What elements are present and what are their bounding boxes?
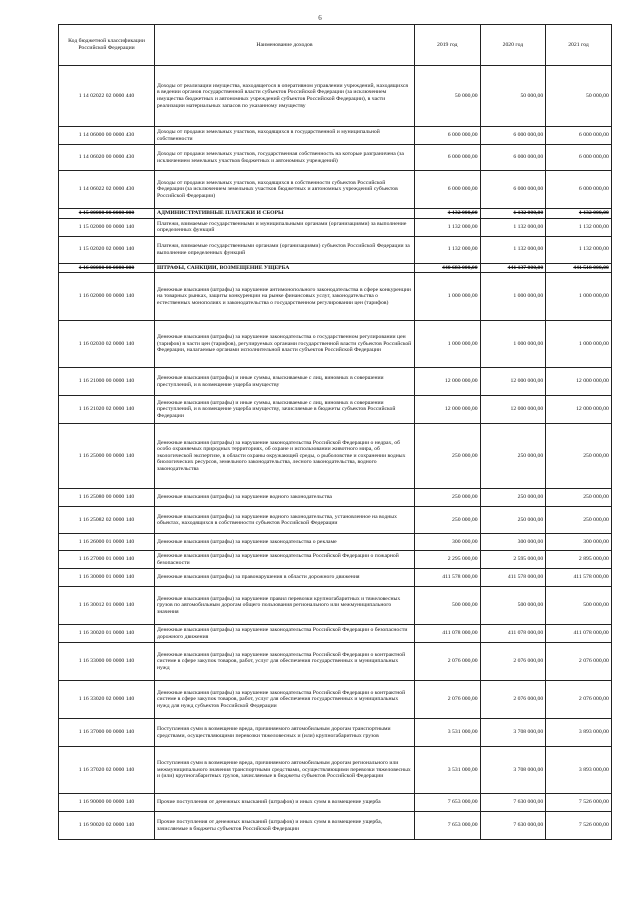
name-cell: Денежные взыскания (штрафы) за нарушение законодательства о государственном регулировании цен (тарифов) в части цен (тарифов), регулируемых органами государственной власти субъектов Российской Федерации, налагаемые органами исполнительной власти субъектов Российской Федерации: [155, 321, 415, 368]
name-cell: Денежные взыскания (штрафы) за нарушение законодательства Российской Федерации о пожарной безопасности: [155, 551, 415, 569]
code-cell: 1 16 21020 02 0000 140: [59, 396, 155, 424]
value-2020-cell: 2 076 000,00: [480, 643, 546, 681]
value-2020-cell: 1 132 000,00: [480, 236, 546, 263]
value-2020-cell: 6 000 000,00: [480, 171, 546, 209]
table-row: [59, 66, 612, 127]
name-cell: Прочие поступления от денежных взысканий (штрафов) и иных сумм в возмещение ущерба, зачисляемые в бюджеты субъектов Российской Федерации: [155, 812, 415, 840]
name-cell: Доходы от продажи земельных участков, находящихся в собственности субъектов Российской Федерации (за исключением земельных участков бюджетных и автономных учреждений субъектов Российской Федерации): [155, 171, 415, 209]
value-2020-cell: 500 000,00: [480, 587, 546, 625]
table-row: [59, 396, 612, 424]
value-2020-cell: 441 137 000,00: [480, 263, 546, 273]
value-2019-cell: 1 132 000,00: [415, 218, 481, 236]
budget-revenue-table: [58, 24, 612, 840]
value-2021-cell: 441 518 000,00: [546, 263, 612, 273]
name-cell: Поступления сумм в возмещение вреда, причиняемого автомобильным дорогам регионального или межмуниципального значения транспортными средствами, осуществляющими перевозки тяжеловесных и (или) крупногабаритных грузов, зачисляемые в бюджеты субъектов Российской Федерации: [155, 747, 415, 794]
value-2019-cell: 411 078 000,00: [415, 625, 481, 643]
value-2020-cell: 411 578 000,00: [480, 569, 546, 587]
code-cell: 1 15 00000 00 0000 000: [59, 209, 155, 219]
value-2020-cell: 1 000 000,00: [480, 273, 546, 321]
table-row: [59, 812, 612, 840]
value-2020-cell: 1 132 000,00: [480, 218, 546, 236]
value-2019-cell: 1 132 000,00: [415, 209, 481, 219]
table-row: [59, 747, 612, 794]
value-2021-cell: 7 526 000,00: [546, 794, 612, 812]
value-2019-cell: 3 531 000,00: [415, 719, 481, 747]
code-cell: 1 14 06000 00 0000 430: [59, 127, 155, 145]
code-cell: 1 15 02020 02 0000 140: [59, 236, 155, 263]
table-row: [59, 273, 612, 321]
value-2019-cell: 2 076 000,00: [415, 643, 481, 681]
name-cell: АДМИНИСТРАТИВНЫЕ ПЛАТЕЖИ И СБОРЫ: [155, 209, 415, 219]
value-2019-cell: 250 000,00: [415, 489, 481, 507]
value-2020-cell: 7 630 000,00: [480, 812, 546, 840]
value-2020-cell: 1 132 000,00: [480, 209, 546, 219]
value-2019-cell: 12 000 000,00: [415, 368, 481, 396]
value-2021-cell: 250 000,00: [546, 507, 612, 534]
code-cell: 1 14 06022 02 0000 430: [59, 171, 155, 209]
table-row: [59, 681, 612, 719]
value-2020-cell: 3 708 000,00: [480, 747, 546, 794]
value-2019-cell: 50 000,00: [415, 66, 481, 127]
value-2019-cell: 6 000 000,00: [415, 171, 481, 209]
value-2019-cell: 2 295 000,00: [415, 551, 481, 569]
code-cell: 1 14 06020 00 0000 430: [59, 145, 155, 171]
value-2020-cell: 12 000 000,00: [480, 368, 546, 396]
value-2020-cell: 7 630 000,00: [480, 794, 546, 812]
table-row: [59, 321, 612, 368]
name-cell: Платежи, взимаемые государственными органами (организациями) субъектов Российской Федерации за выполнение определенных функций: [155, 236, 415, 263]
code-cell: 1 16 30000 01 0000 140: [59, 569, 155, 587]
value-2021-cell: 250 000,00: [546, 424, 612, 489]
table-row: [59, 489, 612, 507]
table-row: [59, 794, 612, 812]
name-cell: Денежные взыскания (штрафы) за нарушение антимонопольного законодательства в сфере конкуренции на товарных рынках, защиты конкуренции на рынке финансовых услуг, законодательства о естественных монополиях и законодательства о государственном регулировании цен (тарифов): [155, 273, 415, 321]
code-cell: 1 16 37000 00 0000 140: [59, 719, 155, 747]
table-row: [59, 719, 612, 747]
table-row: [59, 218, 612, 236]
code-cell: 1 16 33020 02 0000 140: [59, 681, 155, 719]
value-2021-cell: 7 526 000,00: [546, 812, 612, 840]
value-2020-cell: 2 076 000,00: [480, 681, 546, 719]
value-2021-cell: 1 000 000,00: [546, 273, 612, 321]
value-2019-cell: 7 653 000,00: [415, 812, 481, 840]
value-2021-cell: 3 893 000,00: [546, 747, 612, 794]
header-2019: 2019 год: [415, 25, 481, 66]
table-row: [59, 171, 612, 209]
value-2019-cell: 500 000,00: [415, 587, 481, 625]
table-row: [59, 569, 612, 587]
code-cell: 1 16 02030 02 0000 140: [59, 321, 155, 368]
name-cell: ШТРАФЫ, САНКЦИИ, ВОЗМЕЩЕНИЕ УЩЕРБА: [155, 263, 415, 273]
code-cell: 1 14 02022 02 0000 440: [59, 66, 155, 127]
value-2021-cell: 2 076 000,00: [546, 643, 612, 681]
code-cell: 1 16 37020 02 0000 140: [59, 747, 155, 794]
value-2019-cell: 7 653 000,00: [415, 794, 481, 812]
name-cell: Доходы от продажи земельных участков, государственная собственность на которые разграничена (за исключением земельных участков бюджетных и автономных учреждений): [155, 145, 415, 171]
table-row: [59, 263, 612, 273]
table-row: [59, 507, 612, 534]
code-cell: 1 15 02000 00 0000 140: [59, 218, 155, 236]
value-2019-cell: 1 000 000,00: [415, 273, 481, 321]
page-number: 6: [318, 14, 322, 22]
table-header-row: [59, 25, 612, 66]
value-2021-cell: 500 000,00: [546, 587, 612, 625]
code-cell: 1 16 25080 00 0000 140: [59, 489, 155, 507]
table-row: [59, 424, 612, 489]
value-2020-cell: 411 078 000,00: [480, 625, 546, 643]
name-cell: Денежные взыскания (штрафы) за нарушение законодательства Российской Федерации о контрактной системе в сфере закупок товаров, работ, услуг для обеспечения государственных и муниципальных нужд для нужд субъектов Российской Федерации: [155, 681, 415, 719]
value-2021-cell: 250 000,00: [546, 489, 612, 507]
table-row: [59, 643, 612, 681]
value-2021-cell: 2 076 000,00: [546, 681, 612, 719]
header-2020: 2020 год: [480, 25, 546, 66]
code-cell: 1 16 33000 00 0000 140: [59, 643, 155, 681]
code-cell: 1 16 26000 01 0000 140: [59, 534, 155, 551]
name-cell: Платежи, взимаемые государственными и муниципальными органами (организациями) за выполнение определенных функций: [155, 218, 415, 236]
value-2021-cell: 2 895 000,00: [546, 551, 612, 569]
name-cell: Денежные взыскания (штрафы) за нарушение правил перевозки крупногабаритных и тяжеловесных грузов по автомобильным дорогам общего пользования регионального или межмуниципального значения: [155, 587, 415, 625]
value-2021-cell: 1 132 000,00: [546, 218, 612, 236]
value-2021-cell: 411 578 000,00: [546, 569, 612, 587]
name-cell: Прочие поступления от денежных взысканий (штрафов) и иных сумм в возмещение ущерба: [155, 794, 415, 812]
name-cell: Доходы от продажи земельных участков, находящихся в государственной и муниципальной собственности: [155, 127, 415, 145]
table-row: [59, 145, 612, 171]
table-row: [59, 236, 612, 263]
value-2021-cell: 1 132 000,00: [546, 236, 612, 263]
header-name: Наименование доходов: [155, 25, 415, 66]
value-2020-cell: 50 000,00: [480, 66, 546, 127]
name-cell: Доходы от реализации имущества, находящегося в оперативном управлении учреждений, находящихся в ведении органов государственной власти субъектов Российской Федерации (за исключением имущества бюджетных и автономных учреждений субъектов Российской Федерации), в части реализации материальных запасов по указанному имуществу: [155, 66, 415, 127]
value-2020-cell: 300 000,00: [480, 534, 546, 551]
name-cell: Поступления сумм в возмещение вреда, причиняемого автомобильным дорогам транспортными средствами, осуществляющими перевозки тяжеловесных и (или) крупногабаритных грузов: [155, 719, 415, 747]
name-cell: Денежные взыскания (штрафы) за нарушение законодательства Российской Федерации о безопасности дорожного движения: [155, 625, 415, 643]
value-2019-cell: 6 000 000,00: [415, 145, 481, 171]
code-cell: 1 16 30012 01 0000 140: [59, 587, 155, 625]
value-2019-cell: 2 076 000,00: [415, 681, 481, 719]
code-cell: 1 16 25000 00 0000 140: [59, 424, 155, 489]
value-2020-cell: 6 000 000,00: [480, 145, 546, 171]
value-2019-cell: 411 578 000,00: [415, 569, 481, 587]
table-row: [59, 209, 612, 219]
table-row: [59, 534, 612, 551]
name-cell: Денежные взыскания (штрафы) и иные суммы, взыскиваемые с лиц, виновных в совершении преступлений, и в возмещение ущерба имуществу: [155, 368, 415, 396]
value-2021-cell: 300 000,00: [546, 534, 612, 551]
value-2020-cell: 250 000,00: [480, 489, 546, 507]
value-2019-cell: 6 000 000,00: [415, 127, 481, 145]
table-row: [59, 551, 612, 569]
name-cell: Денежные взыскания (штрафы) за нарушение законодательства Российской Федерации о контрактной системе в сфере закупок товаров, работ, услуг для обеспечения государственных и муниципальных нужд: [155, 643, 415, 681]
name-cell: Денежные взыскания (штрафы) за нарушение водного законодательства, установленное на водных объектах, находящихся в собственности субъектов Российской Федерации: [155, 507, 415, 534]
value-2020-cell: 1 000 000,00: [480, 321, 546, 368]
code-cell: 1 16 90020 02 0000 140: [59, 812, 155, 840]
value-2020-cell: 250 000,00: [480, 424, 546, 489]
value-2019-cell: 1 000 000,00: [415, 321, 481, 368]
name-cell: Денежные взыскания (штрафы) и иные суммы, взыскиваемые с лиц, виновных в совершении преступлений, и в возмещение ущерба имуществу, зачисляемые в бюджеты субъектов Российской Федерации: [155, 396, 415, 424]
name-cell: Денежные взыскания (штрафы) за нарушение водного законодательства: [155, 489, 415, 507]
value-2021-cell: 6 000 000,00: [546, 145, 612, 171]
name-cell: Денежные взыскания (штрафы) за правонарушения в области дорожного движения: [155, 569, 415, 587]
code-cell: 1 16 00000 00 0000 000: [59, 263, 155, 273]
code-cell: 1 16 02000 00 0000 140: [59, 273, 155, 321]
value-2019-cell: 250 000,00: [415, 424, 481, 489]
name-cell: Денежные взыскания (штрафы) за нарушение законодательства Российской Федерации о недрах, об особо охраняемых природных территориях, об охране и использовании животного мира, об экологической экспертизе, в области охраны окружающей среды, о рыболовстве и сохранении водных биологических ресурсов, земельного законодательства, лесного законодательства, водного законодательства: [155, 424, 415, 489]
value-2021-cell: 6 000 000,00: [546, 127, 612, 145]
value-2019-cell: 12 000 000,00: [415, 396, 481, 424]
code-cell: 1 16 25082 02 0000 140: [59, 507, 155, 534]
code-cell: 1 16 90000 00 0000 140: [59, 794, 155, 812]
value-2021-cell: 50 000,00: [546, 66, 612, 127]
value-2021-cell: 411 078 000,00: [546, 625, 612, 643]
value-2020-cell: 3 708 000,00: [480, 719, 546, 747]
table-row: [59, 625, 612, 643]
value-2021-cell: 12 000 000,00: [546, 368, 612, 396]
value-2020-cell: 250 000,00: [480, 507, 546, 534]
value-2021-cell: 3 893 000,00: [546, 719, 612, 747]
value-2019-cell: 250 000,00: [415, 507, 481, 534]
value-2021-cell: 12 000 000,00: [546, 396, 612, 424]
value-2020-cell: 6 000 000,00: [480, 127, 546, 145]
value-2019-cell: 440 683 000,00: [415, 263, 481, 273]
value-2019-cell: 300 000,00: [415, 534, 481, 551]
code-cell: 1 16 21000 00 0000 140: [59, 368, 155, 396]
table-row: [59, 368, 612, 396]
value-2021-cell: 1 132 000,00: [546, 209, 612, 219]
value-2019-cell: 1 132 000,00: [415, 236, 481, 263]
value-2020-cell: 2 595 000,00: [480, 551, 546, 569]
code-cell: 1 16 30020 01 0000 140: [59, 625, 155, 643]
value-2019-cell: 3 531 000,00: [415, 747, 481, 794]
table-row: [59, 587, 612, 625]
header-code: Код бюджетной классификации Российской Федерации: [59, 25, 155, 66]
code-cell: 1 16 27000 01 0000 140: [59, 551, 155, 569]
header-2021: 2021 год: [546, 25, 612, 66]
table-row: [59, 127, 612, 145]
value-2020-cell: 12 000 000,00: [480, 396, 546, 424]
name-cell: Денежные взыскания (штрафы) за нарушение законодательства о рекламе: [155, 534, 415, 551]
value-2021-cell: 6 000 000,00: [546, 171, 612, 209]
value-2021-cell: 1 000 000,00: [546, 321, 612, 368]
